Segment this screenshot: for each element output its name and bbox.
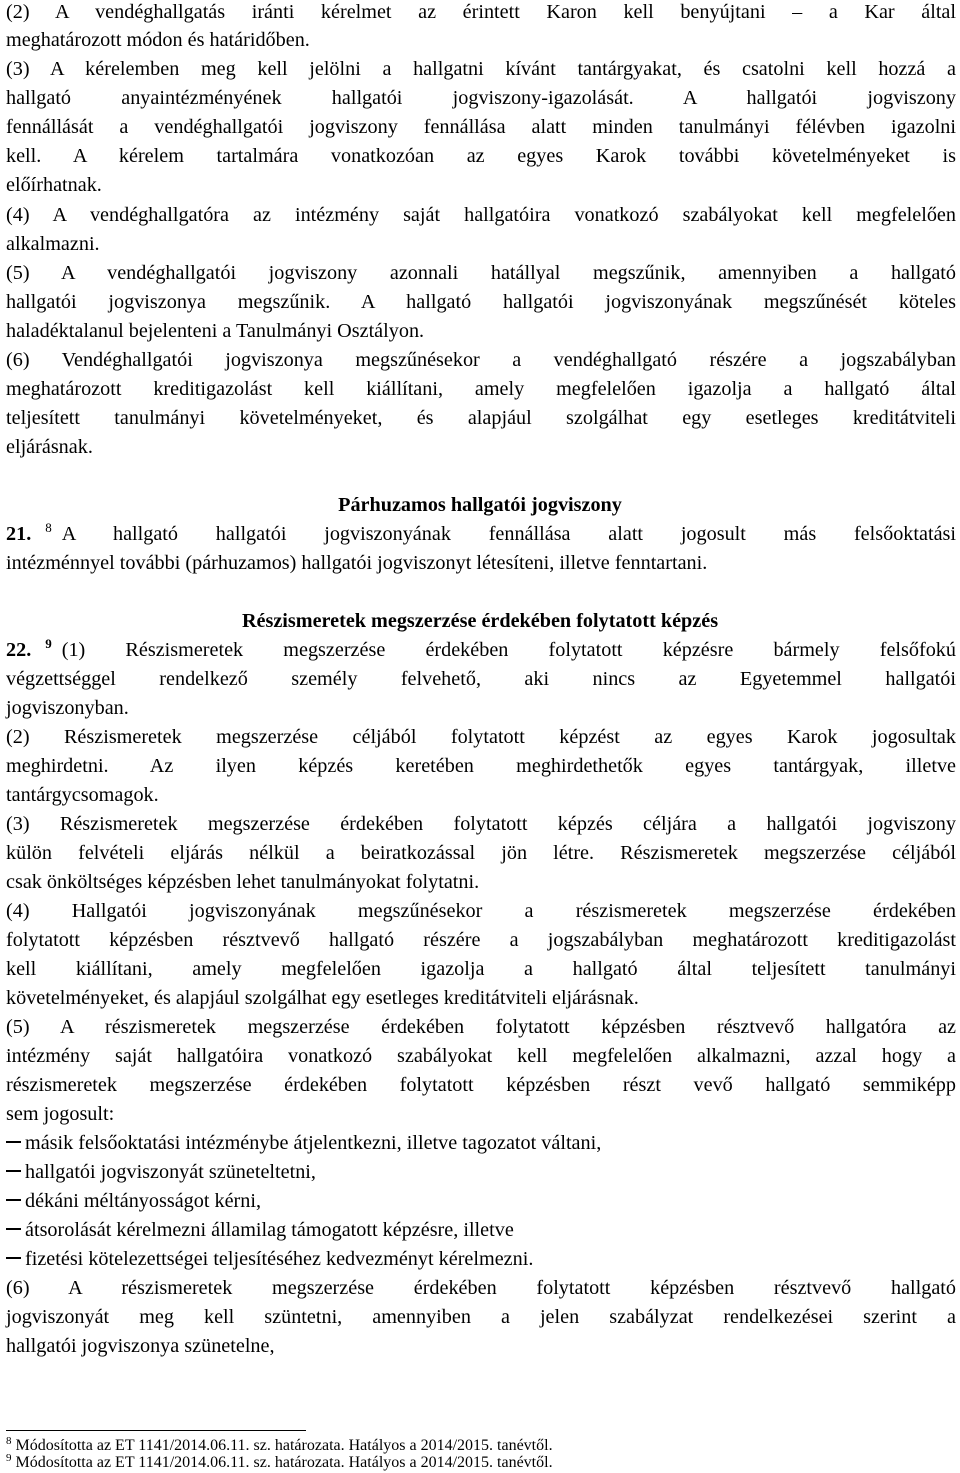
list-item: dékáni méltányosságot kérni, <box>6 1187 956 1215</box>
section-heading: Részismeretek megszerzése érdekében folytatott képzés <box>241 610 719 632</box>
text-line: (2) Részismeretek megszerzése céljából folytatott képzést az egyes Karok jogosultak <box>6 726 956 748</box>
text-line: meghatározott kreditigazolást kell kiállítani, amely megfelelően igazolja a hallgató által <box>6 378 956 400</box>
text-line: előírhatnak. <box>6 174 102 196</box>
text-line: hallgató anyaintézményének hallgatói jogviszony-igazolását. A hallgatói jogviszony <box>6 87 956 109</box>
footnote-ref[interactable]: 8 <box>45 520 52 535</box>
text-line: intézmény saját hallgatóira vonatkozó szabályokat kell megfelelően alkalmazni, azzal hogy a <box>6 1045 956 1067</box>
dash-bullet-icon <box>6 1141 21 1143</box>
text-line: (3) A kérelemben meg kell jelölni a hallgatni kívánt tantárgyakat, és csatolni kell hozzá a <box>6 58 956 80</box>
text-line: (2) A vendéghallgatás iránti kérelmet az érintett Karon kell benyújtani – a Kar által <box>6 1 956 23</box>
text-line: haladéktalanul bejelenteni a Tanulmányi Osztályon. <box>6 320 425 342</box>
text-line: hallgatói jogviszonya megszűnik. A hallgató hallgatói jogviszonyának megszűnését köteles <box>6 291 956 313</box>
text-line: eljárásnak. <box>6 436 93 458</box>
list-item: másik felsőoktatási intézménybe átjelentkezni, illetve tagozatot váltani, <box>6 1129 956 1157</box>
dash-bullet-icon <box>6 1257 21 1259</box>
text-line: sem jogosult: <box>6 1103 115 1125</box>
list-item: hallgatói jogviszonyát szüneteltetni, <box>6 1158 956 1186</box>
section-heading: Párhuzamos hallgatói jogviszony <box>338 494 622 516</box>
text-line: végzettséggel rendelkező személy felvehető, aki nincs az Egyetemmel hallgatói <box>6 668 956 690</box>
text-line: A hallgató hallgatói jogviszonyának fennállása alatt jogosult más felsőoktatási <box>61 523 956 545</box>
text-line: (4) A vendéghallgatóra az intézmény saját hallgatóira vonatkozó szabályokat kell megfelelően <box>6 204 956 226</box>
text-line: meghatározott módon és határidőben. <box>6 29 310 51</box>
text-line: fennállását a vendéghallgatói jogviszony fennállása alatt minden tanulmányi félévben igazolni <box>6 116 956 138</box>
text-line: folytatott képzésben résztvevő hallgató részére a jogszabályban meghatározott kreditigazolást <box>6 929 956 951</box>
text-line: részismeretek megszerzése érdekében folytatott képzésben részt vevő hallgató semmiképp <box>6 1074 956 1096</box>
dash-bullet-icon <box>6 1199 21 1201</box>
text-line: (6) Vendéghallgatói jogviszonya megszűnésekor a vendéghallgató részére a jogszabályban <box>6 349 956 371</box>
footnote-number: 8 <box>6 1435 12 1447</box>
text-line: jogviszonyát meg kell szüntetni, amennyiben a jelen szabályzat rendelkezései szerint a <box>6 1306 956 1328</box>
dash-bullet-icon <box>6 1170 21 1172</box>
text-line: intézménnyel további (párhuzamos) hallgatói jogviszonyt létesíteni, illetve fenntartani. <box>6 552 708 574</box>
text-line: (5) A vendéghallgatói jogviszony azonnali hatállyal megszűnik, amennyiben a hallgató <box>6 262 956 284</box>
list-item: átsorolását kérelmezni államilag támogatott képzésre, illetve <box>6 1216 956 1244</box>
text-line: jogviszonyban. <box>6 697 129 719</box>
text-line: (5) A részismeretek megszerzése érdekében folytatott képzésben résztvevő hallgatóra az <box>6 1016 956 1038</box>
text-line: teljesített tanulmányi követelményeket, és alapjául szolgálhat egy esetleges kreditátviteli <box>6 407 956 429</box>
footnote-text: Módosította az ET 1141/2014.06.11. sz. határozata. Hatályos a 2014/2015. tanévtől. <box>15 1454 553 1471</box>
text-line: (3) Részismeretek megszerzése érdekében folytatott képzés céljára a hallgatói jogviszony <box>6 813 956 835</box>
text-line: külön felvételi eljárás nélkül a beiratkozással jön létre. Részismeretek megszerzése céljából <box>6 842 956 864</box>
footnote <box>6 1453 553 1473</box>
footnote-ref[interactable]: 9 <box>45 636 52 651</box>
footnote-number: 9 <box>6 1452 12 1464</box>
section-22-first-line <box>6 636 956 664</box>
footnote-text: Módosította az ET 1141/2014.06.11. sz. határozata. Hatályos a 2014/2015. tanévtől. <box>15 1437 553 1454</box>
section-number: 22. <box>6 639 32 661</box>
footnote-separator <box>6 1430 306 1431</box>
section-number: 21. <box>6 523 32 545</box>
dash-bullet-icon <box>6 1228 21 1230</box>
text-line: tantárgycsomagok. <box>6 784 159 806</box>
text-line: kell kiállítani, amely megfelelően igazolja a hallgató által teljesített tanulmányi <box>6 958 956 980</box>
section-21-first-line <box>6 520 956 548</box>
list-item: fizetési kötelezettségei teljesítéséhez kedvezményt kérelmezni. <box>6 1245 956 1273</box>
text-line: csak önköltséges képzésben lehet tanulmányokat folytatni. <box>6 871 480 893</box>
text-line: (6) A részismeretek megszerzése érdekében folytatott képzésben résztvevő hallgató <box>6 1277 956 1299</box>
text-line: (1) Részismeretek megszerzése érdekében folytatott képzésre bármely felsőfokú <box>61 639 956 661</box>
text-line: kell. A kérelem tartalmára vonatkozóan az egyes Karok további követelményeket is <box>6 145 956 167</box>
text-line: (4) Hallgatói jogviszonyának megszűnésekor a részismeretek megszerzése érdekében <box>6 900 956 922</box>
text-line: követelményeket, és alapjául szolgálhat egy esetleges kreditátviteli eljárásnak. <box>6 987 639 1009</box>
text-line: meghirdetni. Az ilyen képzés keretében meghirdethetők egyes tantárgyak, illetve <box>6 755 956 777</box>
text-line: alkalmazni. <box>6 233 100 255</box>
text-line: hallgatói jogviszonya szünetelne, <box>6 1335 275 1357</box>
